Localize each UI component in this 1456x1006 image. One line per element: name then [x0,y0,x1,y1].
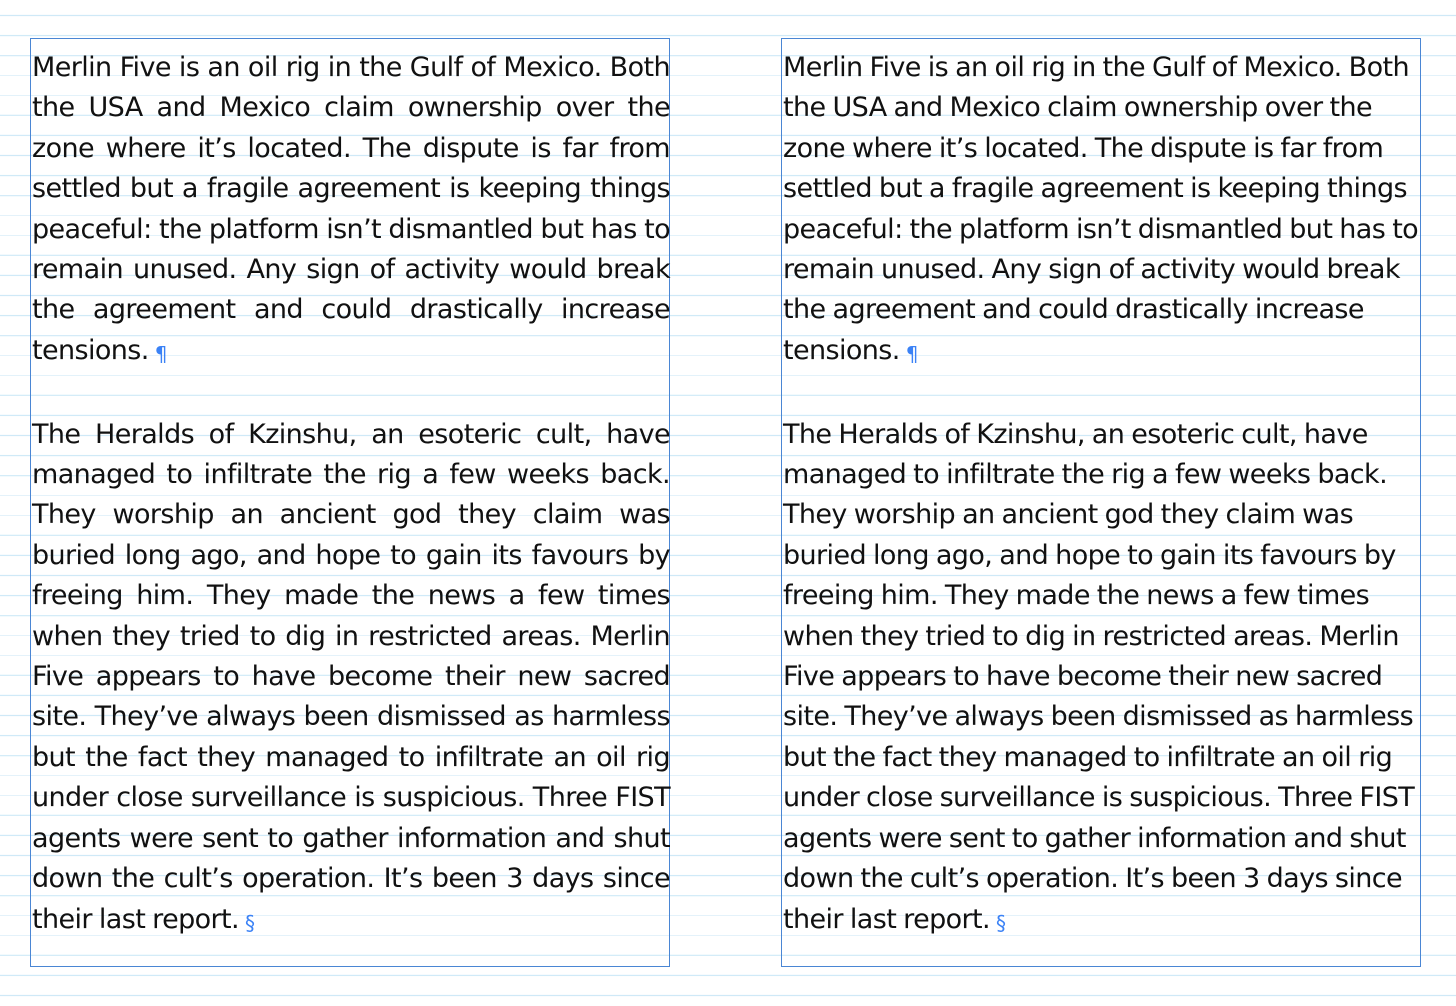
paragraph [32,48,670,374]
text-column-justified [32,48,670,943]
paragraph-spacer [783,374,1421,414]
paragraph-spacer [32,374,670,414]
paragraph-text: The Heralds of Kzinshu, an esoteric cult, have managed to infiltrate the rig a few weeks back. They worship an ancient god they claim was buried long ago, and hope to gain its favours by freeing him. They made the news a few times when they tried to dig in restricted areas. Merlin Five appears to have become their new sacred site. They’ve always been dismissed as harmless but the fact they managed to infiltrate an oil rig under close surveillance is suspicious. Three FIST agents were sent to gather information and shut down the cult’s operation. It’s been 3 days since their last report. [783,418,1415,935]
text-column-ragged [783,48,1421,943]
paragraph-text: Merlin Five is an oil rig in the Gulf of Mexico. Both the USA and Mexico claim ownership over the zone where it’s located. The dispute is far from settled but a fragile agreement is keeping things peaceful: the platform isn’t dismantled but has to remain unused. Any sign of activity would break the agreement and could drastically increase tensions. [32,52,670,366]
paragraph [783,415,1421,943]
pilcrow-mark: ¶ [154,341,167,366]
paragraph [783,48,1421,374]
end-of-story-mark: § [996,910,1006,935]
pilcrow-mark: ¶ [905,341,918,366]
paragraph-text: The Heralds of Kzinshu, an esoteric cult, have managed to infiltrate the rig a few weeks back. They worship an ancient god they claim was buried long ago, and hope to gain its favours by freeing him. They made the news a few times when they tried to dig in restricted areas. Merlin Five appears to have become their new sacred site. They’ve always been dismissed as harmless but the fact they managed to infiltrate an oil rig under close surveillance is suspicious. Three FIST agents were sent to gather information and shut down the cult’s operation. It’s been 3 days since their last report. [32,418,670,935]
paragraph-text: Merlin Five is an oil rig in the Gulf of Mexico. Both the USA and Mexico claim ownership over the zone where it’s located. The dispute is far from settled but a fragile agreement is keeping things peaceful: the platform isn’t dismantled but has to remain unused. Any sign of activity would break the agreement and could drastically increase tensions. [783,52,1419,366]
paragraph [32,415,670,943]
end-of-story-mark: § [245,910,255,935]
